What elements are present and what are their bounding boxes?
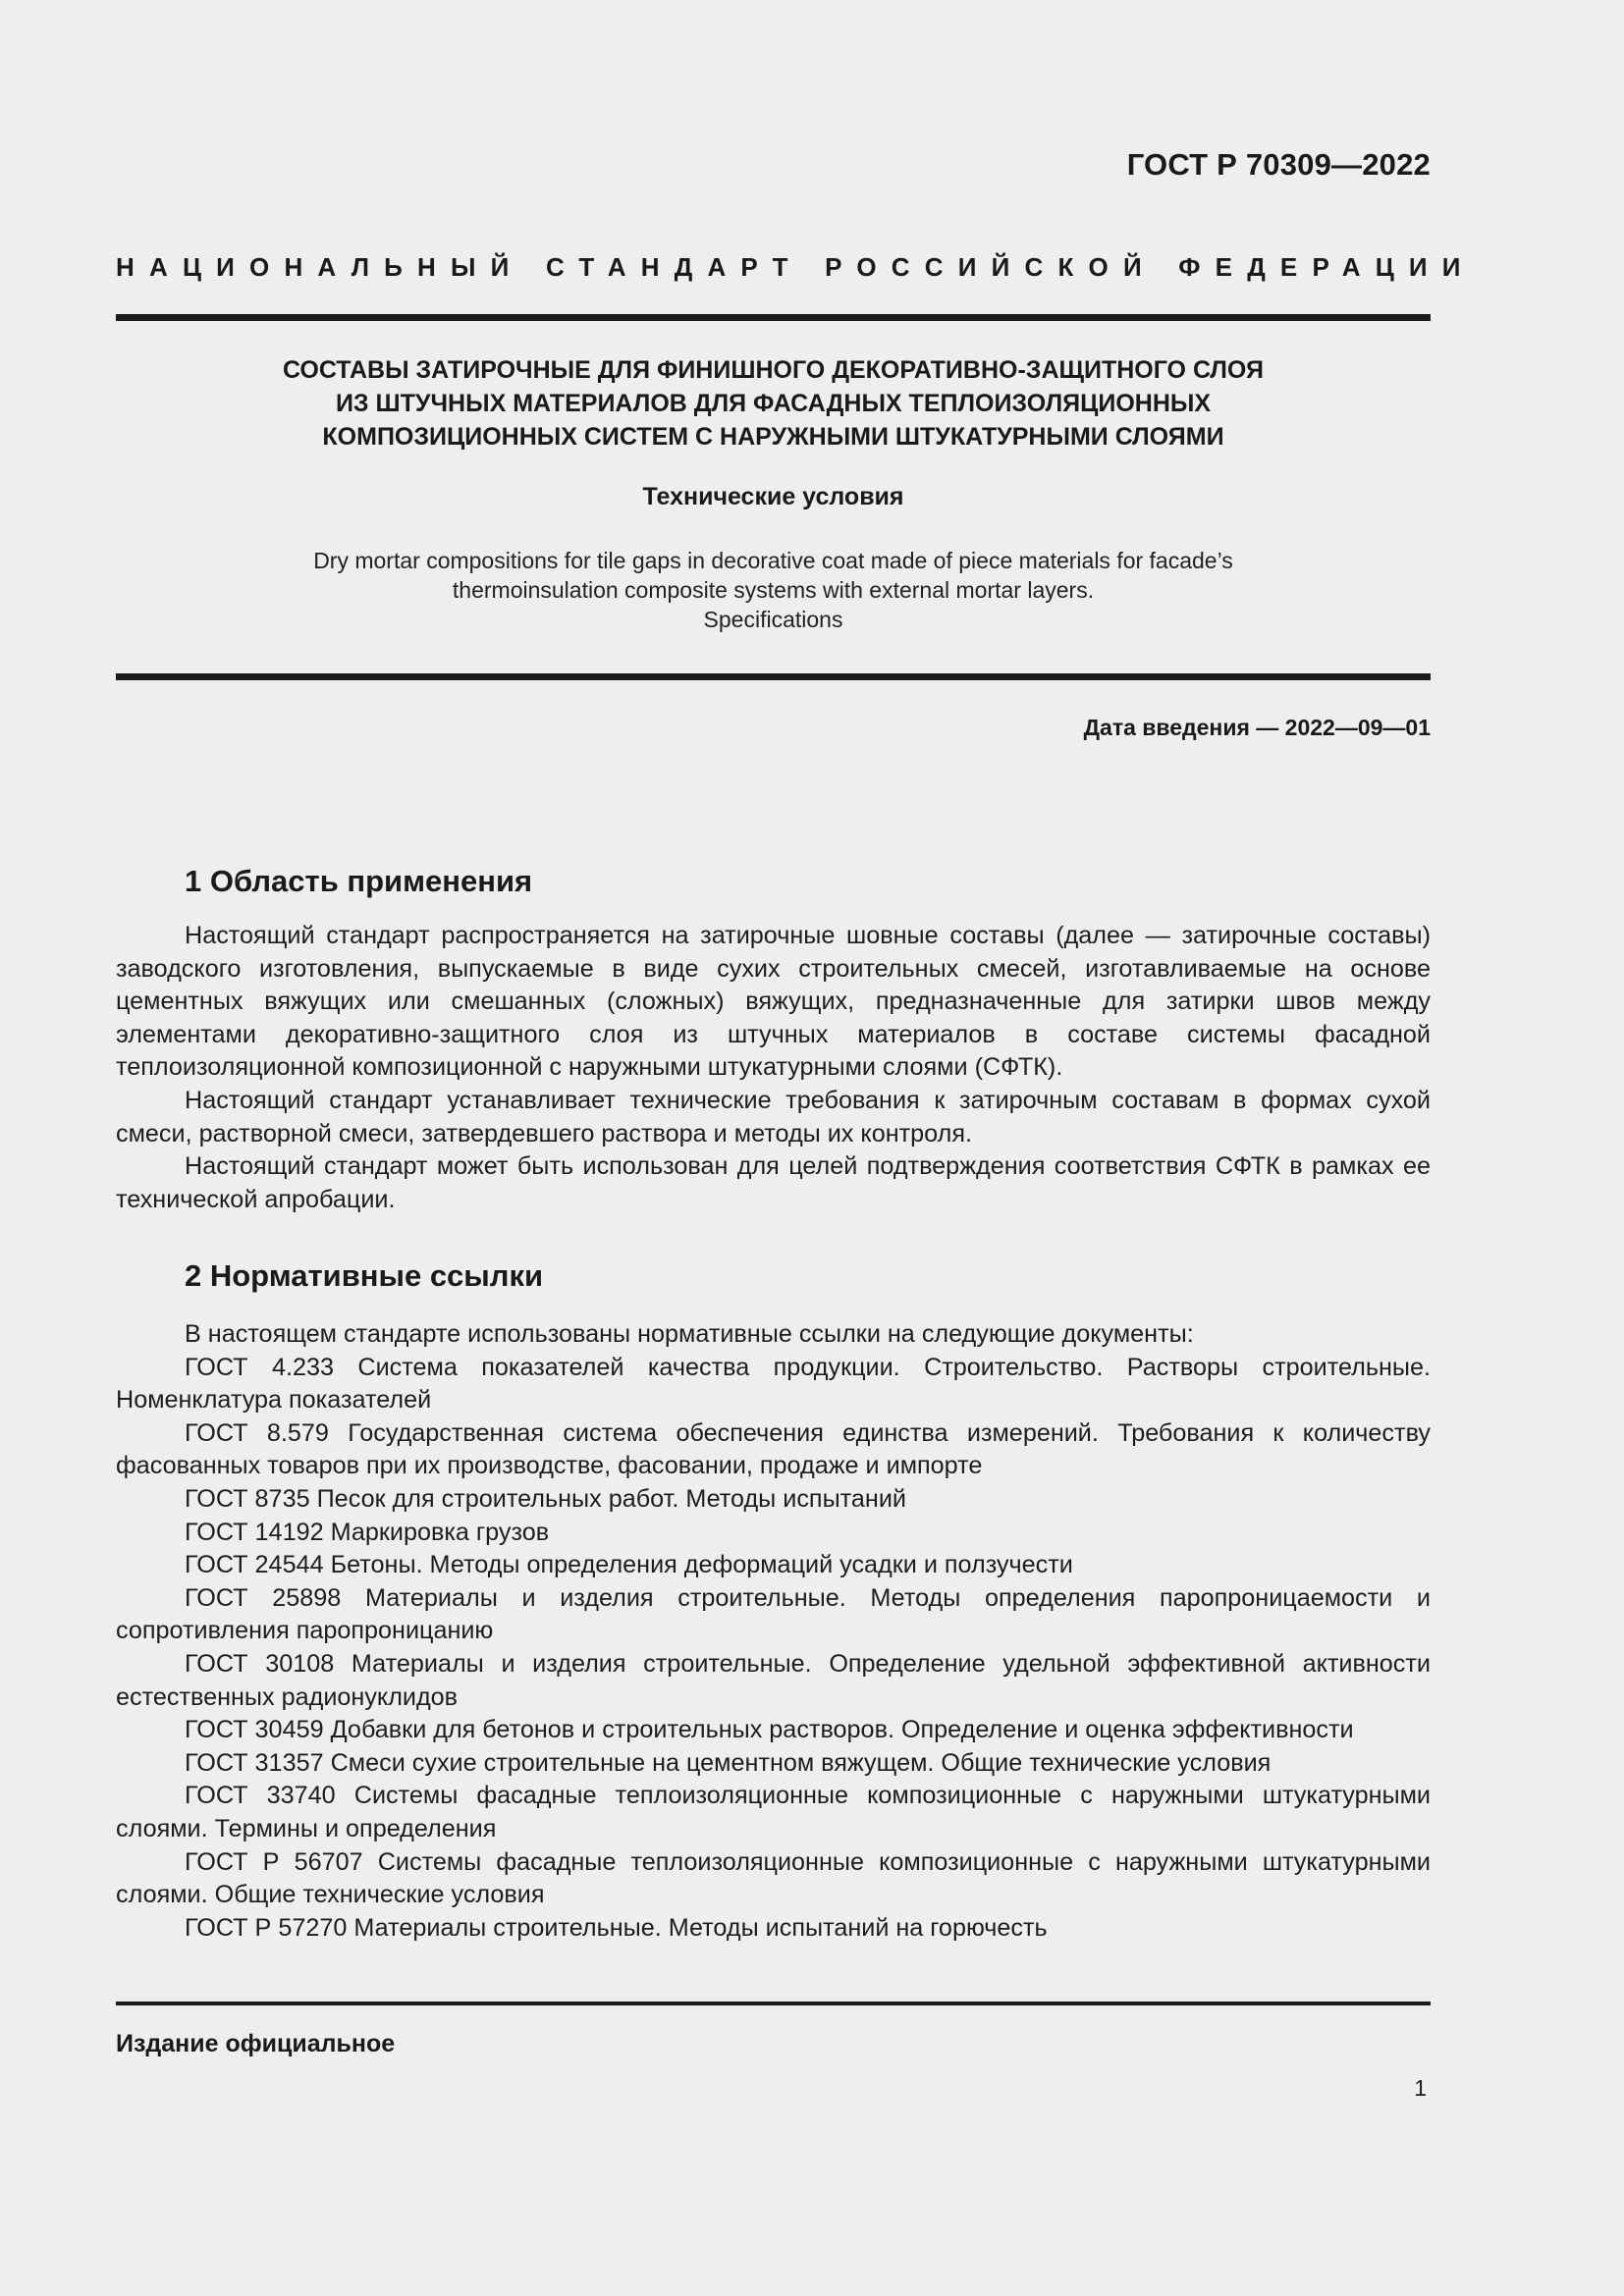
paragraph: Настоящий стандарт может быть использован для целей подтверждения соответствия СФТК в рамках ее технической апробации. — [116, 1152, 1431, 1213]
reference-item: ГОСТ 30108 Материалы и изделия строительные. Определение удельной эффективной активности естественных радионуклидов — [116, 1649, 1431, 1711]
reference-item: ГОСТ 8735 Песок для строительных работ. Методы испытаний — [185, 1484, 906, 1513]
title-en-line: Dry mortar compositions for tile gaps in decorative coat made of piece materials for facade’s — [313, 548, 1233, 573]
reference-item: ГОСТ 25898 Материалы и изделия строительные. Методы определения паропроницаемости и сопротивления паропроницанию — [116, 1583, 1431, 1645]
references-list — [116, 1318, 1431, 1945]
paragraph: Настоящий стандарт устанавливает технические требования к затирочным составам в формах сухой смеси, растворной смеси, затвердевшего раствора и методы их контроля. — [116, 1086, 1431, 1148]
title-line: СОСТАВЫ ЗАТИРОЧНЫЕ ДЛЯ ФИНИШНОГО ДЕКОРАТИВНО-ЗАЩИТНОГО СЛОЯ — [282, 356, 1265, 384]
introduction-date: Дата введения — 2022—09—01 — [1083, 715, 1431, 740]
top-divider — [116, 314, 1431, 321]
document-title-en — [116, 546, 1431, 634]
reference-item: ГОСТ 33740 Системы фасадные теплоизоляционные композиционные с наружными штукатурными слоями. Термины и определения — [116, 1782, 1431, 1842]
section-1-heading: 1 Область применения — [185, 864, 533, 898]
reference-item: ГОСТ 8.579 Государственная система обеспечения единства измерений. Требования к количеству фасованных товаров при их производстве, фасовании, продаже и импорте — [116, 1418, 1431, 1480]
title-en-line: Specifications — [703, 607, 843, 632]
national-standard-banner: НАЦИОНАЛЬНЫЙ СТАНДАРТ РОССИЙСКОЙ ФЕДЕРАЦИИ — [116, 252, 1476, 282]
title-en-line: thermoinsulation composite systems with external mortar layers. — [452, 577, 1095, 603]
reference-item: ГОСТ Р 57270 Материалы строительные. Методы испытаний на горючесть — [185, 1913, 1048, 1942]
reference-item: ГОСТ 31357 Смеси сухие строительные на цементном вяжущем. Общие технические условия — [185, 1748, 1272, 1777]
official-edition-label: Издание официальное — [116, 2030, 396, 2057]
footer-divider — [116, 2002, 1431, 2005]
document-title-ru — [116, 353, 1431, 454]
document-subtitle-ru: Технические условия — [642, 483, 904, 510]
reference-item: ГОСТ Р 56707 Системы фасадные теплоизоляционные композиционные с наружными штукатурными слоями. Общие технические условия — [116, 1847, 1431, 1909]
reference-item: ГОСТ 30459 Добавки для бетонов и строительных растворов. Определение и оценка эффективности — [185, 1716, 1354, 1744]
page-number: 1 — [1414, 2075, 1427, 2101]
title-line: ИЗ ШТУЧНЫХ МАТЕРИАЛОВ ДЛЯ ФАСАДНЫХ ТЕПЛОИЗОЛЯЦИОННЫХ — [335, 390, 1212, 417]
section-1-paragraph — [116, 920, 1431, 1216]
references-intro: В настоящем стандарте использованы нормативные ссылки на следующие документы: — [185, 1320, 1194, 1348]
document-number: ГОСТ Р 70309—2022 — [1126, 147, 1431, 182]
reference-item: ГОСТ 14192 Маркировка грузов — [185, 1518, 550, 1546]
reference-item: ГОСТ 24544 Бетоны. Методы определения деформаций усадки и ползучести — [185, 1551, 1073, 1579]
title-divider — [116, 673, 1431, 680]
paragraph: Настоящий стандарт распространяется на затирочные шовные составы (далее — затирочные составы) заводского изготовления, выпускаемые в виде сухих строительных смесей, изготавливаемые на основе цементных вяжущих или смешанных (сложных) вяжущих, предназначенные для затирки швов между элементами декоративно-защитного слоя из штучных материалов в составе системы фасадной теплоизоляционной композиционной с наружными штукатурными слоями (СФТК). — [116, 922, 1431, 1082]
title-line: КОМПОЗИЦИОННЫХ СИСТЕМ С НАРУЖНЫМИ ШТУКАТУРНЫМИ СЛОЯМИ — [322, 423, 1224, 451]
reference-item: ГОСТ 4.233 Система показателей качества продукции. Строительство. Растворы строительные. Номенклатура показателей — [116, 1353, 1431, 1415]
section-2-heading: 2 Нормативные ссылки — [185, 1258, 544, 1293]
